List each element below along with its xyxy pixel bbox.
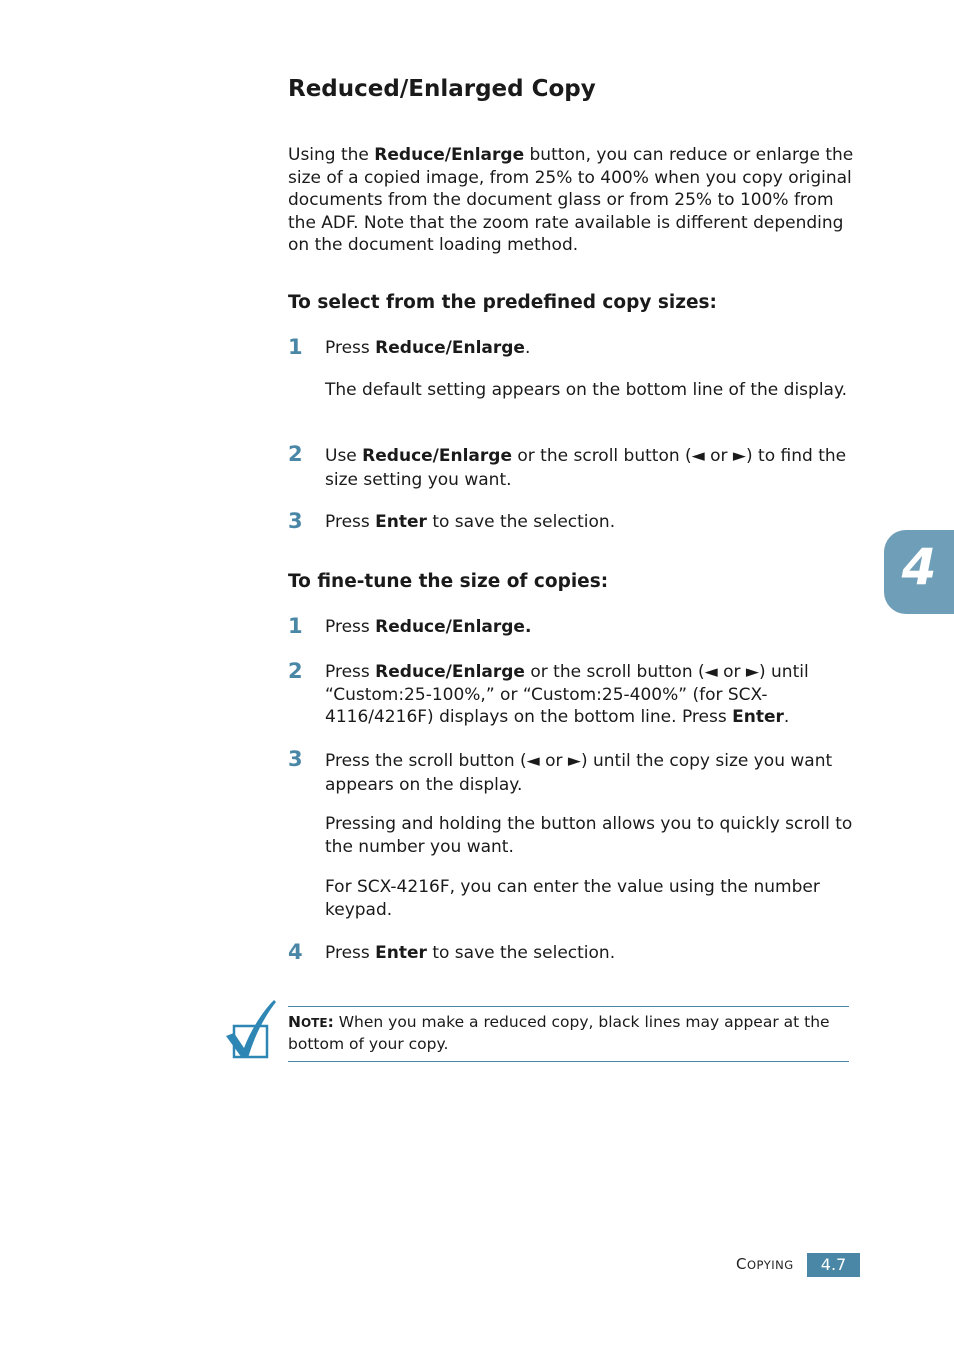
step-number: 1 bbox=[288, 614, 303, 638]
step-number: 4 bbox=[288, 940, 303, 964]
step-number: 3 bbox=[288, 509, 303, 533]
step-number: 2 bbox=[288, 659, 303, 683]
chapter-tab bbox=[884, 530, 954, 614]
step-text: Press Enter to save the selection. bbox=[325, 512, 616, 532]
section-heading-predefined: To select from the predefined copy sizes: bbox=[288, 292, 717, 313]
step-detail: For SCX-4216F, you can enter the value using the number keypad. bbox=[325, 877, 820, 920]
note-text: NOTE: When you make a reduced copy, black lines may appear at the bottom of your copy. bbox=[288, 1013, 830, 1053]
step-number: 2 bbox=[288, 442, 303, 466]
checkmark-note-icon bbox=[224, 996, 280, 1062]
step-detail: Pressing and holding the button allows you to quickly scroll to the number you want. bbox=[325, 814, 853, 857]
note-label: NOTE: bbox=[288, 1013, 334, 1031]
step-text: Press Reduce/Enlarge or the scroll button (◄ or ►) until “Custom:25-100%,” or “Custom:25-400%” (for SCX-4116/4216F) displays on the bottom line. Press Enter. bbox=[325, 662, 809, 727]
chapter-number: 4 bbox=[901, 538, 937, 596]
note-top-divider bbox=[288, 1006, 849, 1007]
section-heading-fine-tune: To fine-tune the size of copies: bbox=[288, 571, 609, 592]
step-text: Press the scroll button (◄ or ►) until the copy size you want appears on the display. bbox=[325, 751, 833, 795]
note-bottom-divider bbox=[288, 1061, 849, 1062]
footer-chapter-label: COPYING bbox=[736, 1255, 794, 1273]
page-title: Reduced/Enlarged Copy bbox=[288, 76, 596, 102]
step-text: Use Reduce/Enlarge or the scroll button (◄ or ►) to find the size setting you want. bbox=[325, 446, 847, 490]
intro-paragraph: Using the Reduce/Enlarge button, you can reduce or enlarge the size of a copied image, from 25% to 400% when you copy original documents from the document glass or from 25% to 100% from the ADF. Note that the zoom rate available is different depending on the document loading method. bbox=[288, 145, 854, 255]
step-text: Press Enter to save the selection. bbox=[325, 943, 616, 963]
step-number: 1 bbox=[288, 335, 303, 359]
step-text: Press Reduce/Enlarge. bbox=[325, 338, 531, 358]
page-number: 4.7 bbox=[807, 1253, 860, 1277]
step-detail: The default setting appears on the bottom line of the display. bbox=[325, 380, 847, 400]
step-number: 3 bbox=[288, 747, 303, 771]
step-text: Press Reduce/Enlarge. bbox=[325, 617, 532, 637]
